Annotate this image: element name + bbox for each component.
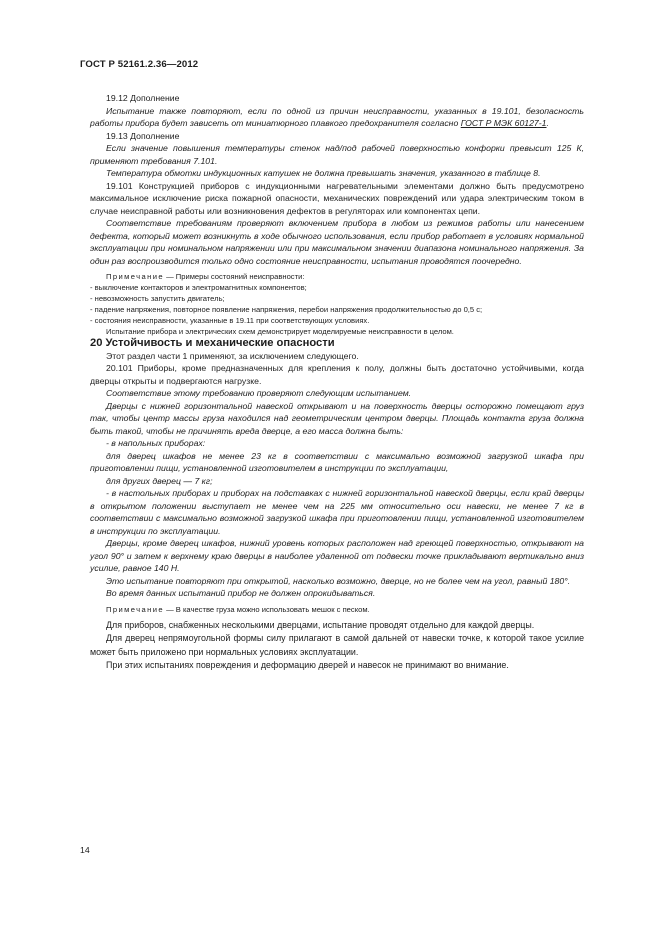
clause-19-13-text-2: Температура обмотки индукционных катушек не должна превышать значения, указанного в таблице 8. <box>106 168 541 178</box>
clause-19-101-compliance: Соответствие требованиям проверяют включением прибора в любом из режимов работы или нанесением дефекта, который может возникнуть в ходе обычного использования, если прибор работает в условиях нормальной эксплуатации при номинальном напряжении или при максимальном значении диапазона номинального напряжения. За один раз воспроизводится только одно состояние неисправности, испытания проводятся поочередно. <box>90 218 584 266</box>
note-label: Примечание <box>106 604 164 614</box>
section-20-paragraph: 20.101 Приборы, кроме предназначенных для крепления к полу, должны быть достаточно устойчивыми, когда дверцы открыты и подвергаются нагрузке. <box>90 363 584 386</box>
note-intro: Примечание — Примеры состояний неисправности: <box>106 272 305 281</box>
section-20-paragraph: Этот раздел части 1 применяют, за исключением следующего. <box>106 350 359 361</box>
section-20-title: 20 Устойчивость и механические опасности <box>90 337 335 349</box>
note-fault-examples <box>90 271 584 337</box>
clause-19-13-heading: 19.13 Дополнение <box>106 130 180 141</box>
section-20-paragraph: Во время данных испытаний прибор не должен опрокидываться. <box>106 588 376 598</box>
clause-19-12-text: Испытание также повторяют, если по одной из причин неисправности, указанных в 19.101, безопасность работы прибора будет зависеть от миниатюрного плавкого предохранителя согласно ГОСТ Р МЭК 60127-1. <box>90 105 584 128</box>
section-20-paragraph: для других дверец — 7 кг; <box>106 475 213 486</box>
section-20-paragraph: Это испытание повторяют при открытой, насколько возможно, дверце, но не более чем на угол, равный 180°. <box>106 575 571 586</box>
note-label: Примечание <box>106 272 164 281</box>
note-list-item: - невозможность запустить двигатель; <box>90 294 225 303</box>
note-list-item: - падение напряжения, повторное появление напряжения, перебои напряжения продолжительностью до 0,5 с; <box>90 305 483 314</box>
section-20-paragraph: Дверцы, кроме дверец шкафов, нижний уровень которых расположен над греющей поверхностью, открывают на угол 90° и затем к верхнему краю дверцы в наиболее удаленной от подвески точке прикладывают вертикально вниз усилие, равное 140 Н. <box>90 538 584 573</box>
clause-19-12-heading: 19.12 Дополнение <box>106 93 180 103</box>
document-header: ГОСТ Р 52161.2.36—2012 <box>80 59 199 70</box>
page-content <box>90 92 584 673</box>
section-20-paragraph: - в напольных приборах: <box>106 438 206 448</box>
section-20-paragraph: Соответствие этому требованию проверяют следующим испытанием. <box>106 388 412 398</box>
section-20-paragraph: Для приборов, снабженных несколькими дверцами, испытание проводят отдельно для каждой дверцы. <box>106 619 535 630</box>
clause-19-13-text-1: Если значение повышения температуры стенок над/под рабочей поверхностью конфорки превысит 125 К, применяют требования 7.101. <box>90 143 584 166</box>
page-number: 14 <box>80 845 90 855</box>
section-20-paragraph: - в настольных приборах и приборах на подставках с нижней горизонтальной навеской дверцы, если край дверцы в открытом положении выступает не менее чем на 225 мм относительно оси навески, не менее 7 кг в соответствии с максимально возможной загрузкой шкафа при приготовлении пищи, установленной изготовителем в инструкции по эксплуатации. <box>90 488 584 536</box>
note-list-item: - состояния неисправности, указанные в 19.11 при соответствующих условиях. <box>90 316 370 325</box>
standard-reference-link: ГОСТ Р МЭК 60127-1 <box>460 118 547 128</box>
note-sandbag-text: Примечание — В качестве груза можно использовать мешок с песком. <box>106 604 370 614</box>
section-20-paragraph: При этих испытаниях повреждения и деформацию дверей и навесок не принимают во внимание. <box>106 660 509 670</box>
section-20-paragraph: Дверцы с нижней горизонтальной навеской открывают и на поверхность дверцы осторожно помещают груз так, чтобы центр массы груза находился над геометрическим центром дверцы. Площадь контакта груза должна быть такой, чтобы не причинять вреда дверце, а его масса должна быть: <box>90 400 584 436</box>
note-sandbag <box>90 604 584 615</box>
section-20-paragraph: Для дверец непрямоугольной формы силу прилагают в самой дальней от навески точке, к которой такое усилие может быть приложено при нормальных условиях эксплуатации. <box>90 633 584 657</box>
note-list-item: - выключение контакторов и электромагнитных компонентов; <box>90 283 307 292</box>
section-20-paragraph: для дверец шкафов не менее 23 кг в соответствии с максимально возможной загрузкой шкафа при приготовлении пищи, установленной изготовителем в инструкции по эксплуатации, <box>90 450 584 473</box>
note-tail: Испытание прибора и электрических схем демонстрирует моделируемые неисправности в целом. <box>106 327 454 336</box>
clause-19-101-text: 19.101 Конструкцией приборов с индукционными нагревательными элементами должно быть предусмотрено максимальное исключение риска пожарной опасности, механических повреждений или удара электрическим током в случае неисправной работы или возникновения дефектов в регуляторах или компонентах цепи. <box>90 180 584 216</box>
